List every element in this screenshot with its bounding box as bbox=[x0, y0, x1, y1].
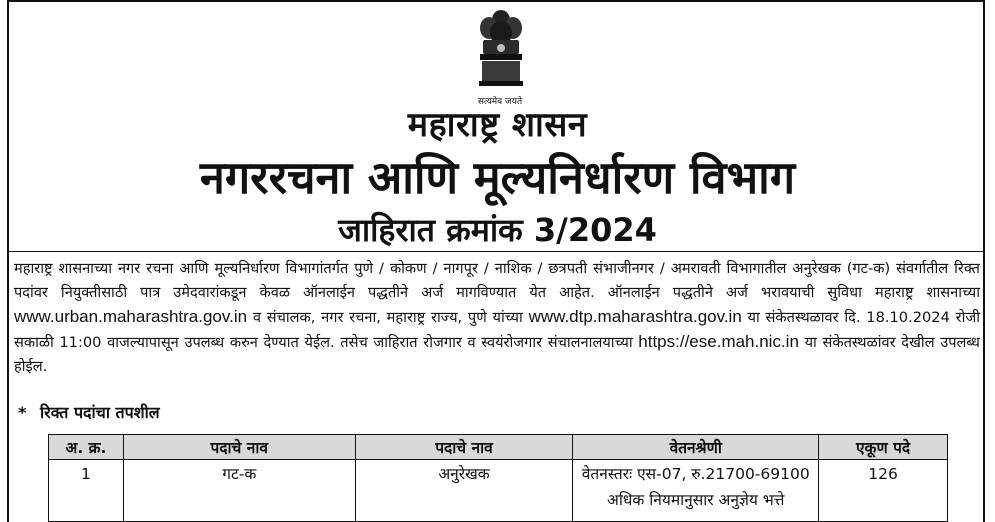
notice-paragraph bbox=[14, 257, 980, 379]
section-title: रिक्त पदांचा तपशील bbox=[40, 403, 160, 422]
cell-post: अनुरेखक bbox=[355, 460, 573, 522]
notice-text-2: व संचालक, नगर रचना, महाराष्ट्र राज्य, पुणे यांच्या bbox=[247, 309, 529, 326]
pay-scale-line-1: वेतनस्तरः एस-07, रु.21700-69100 bbox=[581, 465, 810, 483]
advertisement-number: जाहिरात क्रमांक 3/2024 bbox=[338, 211, 657, 249]
dtp-website-link[interactable]: www.dtp.maharashtra.gov.in bbox=[528, 307, 742, 326]
ese-website-link[interactable]: https://ese.mah.nic.in bbox=[638, 332, 799, 351]
col-header-group: पदाचे नाव bbox=[123, 435, 355, 460]
pay-scale-line-2: अधिक नियमानुसार अनुज्ञेय भत्ते bbox=[607, 491, 785, 509]
col-header-pay-scale: वेतनश्रेणी bbox=[573, 435, 819, 460]
table-header-row bbox=[49, 435, 948, 460]
government-title: महाराष्ट्र शासन bbox=[407, 105, 588, 145]
notice-text-1: महाराष्ट्र शासनाच्या नगर रचना आणि मूल्यनिर्धारण विभागांतर्गत पुणे / कोकण / नागपूर / नाशिक / छत्रपती संभाजीनगर / अमरावती विभागातील अनुरेखक (गट-क) संवर्गातील रिक्त पदांवर नियुक्तीसाठी पात्र उमेदवारांकडून केवळ ऑनलाईन पद्धतीने अर्ज मागविण्यात येत आहेत. ऑनलाईन पद्धतीने अर्ज भरावयाची सुविधा महाराष्ट्र शासनाच्या bbox=[14, 260, 980, 301]
table-row bbox=[49, 460, 948, 522]
cell-group: गट-क bbox=[123, 460, 355, 522]
notice-text-4: या संकेतस्थळांवर देखील उपलब्ध होईल. bbox=[14, 334, 980, 375]
state-emblem-icon bbox=[473, 6, 529, 98]
bullet-star: * bbox=[18, 403, 27, 422]
col-header-total-posts: एकूण पदे bbox=[819, 435, 948, 460]
col-header-serial: अ. क्र. bbox=[49, 435, 124, 460]
col-header-post: पदाचे नाव bbox=[355, 435, 573, 460]
cell-total-posts: 126 bbox=[819, 460, 948, 522]
notice-text-3: या संकेतस्थळावर दि. 18.10.2024 रोजी सकाळी 11:00 वाजल्यापासून उपलब्ध करुन देण्यात येईल. तसेच जाहिरात रोजगार व स्वयंरोजगार संचालनालयाच्या bbox=[14, 309, 980, 351]
document-header bbox=[0, 0, 995, 250]
department-title: नगररचना आणि मूल्यनिर्धारण विभाग bbox=[199, 151, 796, 204]
urban-website-link[interactable]: www.urban.maharashtra.gov.in bbox=[14, 307, 248, 326]
vacancy-table bbox=[48, 434, 948, 522]
header-divider bbox=[7, 251, 985, 252]
vacancy-section-heading bbox=[18, 401, 160, 423]
emblem-motto: सत्यमेव जयते bbox=[477, 97, 523, 107]
cell-pay-scale bbox=[573, 460, 819, 522]
cell-serial: 1 bbox=[49, 460, 124, 522]
